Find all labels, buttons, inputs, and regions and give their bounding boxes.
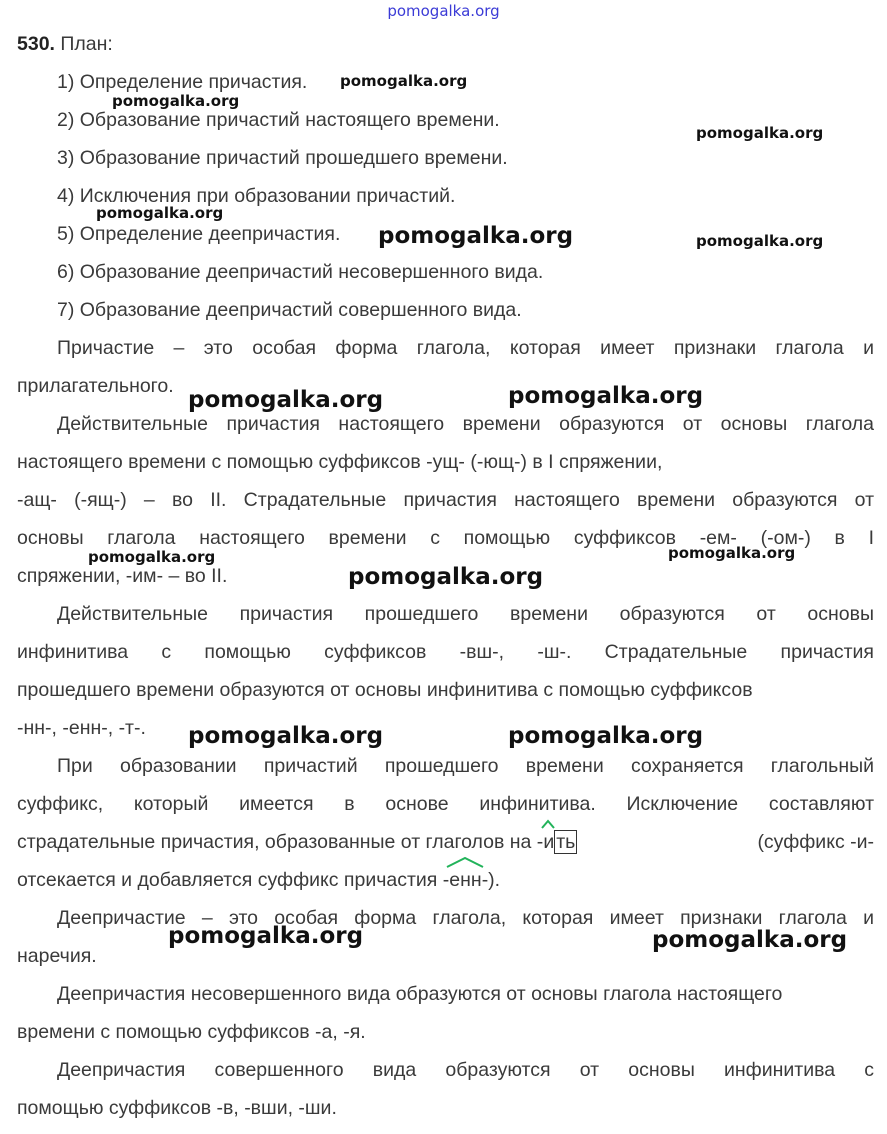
paragraph-line: инфинитива с помощью суффиксов -вш-, -ш-. Страдательные причастия [17, 641, 874, 663]
watermark: pomogalka.org [696, 232, 824, 250]
paragraph-line: Действительные причастия прошедшего времени образуются от основы [57, 603, 874, 625]
paragraph-line: Действительные причастия настоящего времени образуются от основы глагола [57, 413, 874, 435]
watermark: pomogalka.org [508, 723, 704, 749]
watermark: pomogalka.org [652, 927, 848, 953]
paragraph-line: настоящего времени с помощью суффиксов -ущ- (-ющ-) в I спряжении, [17, 451, 663, 473]
paragraph-line: Деепричастия совершенного вида образуются от основы инфинитива с [57, 1059, 874, 1081]
watermark: pomogalka.org [668, 544, 796, 562]
watermark: pomogalka.org [508, 383, 704, 409]
paragraph-line: При образовании причастий прошедшего времени сохраняется глагольный [57, 755, 874, 777]
paragraph-line: Деепричастие – это особая форма глагола, которая имеет признаки глагола и [57, 907, 874, 929]
suffix-line: отсекается и добавляется суффикс причастия -енн -). [17, 868, 887, 892]
exception-line [17, 830, 874, 854]
top-watermark: pomogalka.org [387, 2, 500, 20]
task-number: 530. [17, 33, 55, 55]
paragraph-line: наречия. [17, 945, 97, 967]
paragraph-line: суффикс, который имеется в основе инфинитива. Исключение составляют [17, 793, 874, 815]
paragraph-line: основы глагола настоящего времени с помощью суффиксов -ем- (-ом-) в I [17, 527, 874, 549]
paragraph-line: Причастие – это особая форма глагола, которая имеет признаки глагола и [57, 337, 874, 359]
watermark: pomogalka.org [340, 72, 468, 90]
plan-item: 4) Исключения при образовании причастий. [57, 185, 456, 207]
paragraph-line: -нн-, -енн-, -т-. [17, 717, 146, 739]
watermark: pomogalka.org [168, 923, 364, 949]
plan-item: 3) Образование причастий прошедшего времени. [57, 147, 508, 169]
paragraph-line: прошедшего времени образуются от основы инфинитива с помощью суффиксов [17, 679, 753, 701]
watermark: pomogalka.org [96, 204, 224, 222]
plan-item: 6) Образование деепричастий несовершенного вида. [57, 261, 544, 283]
paragraph-line: -ащ- (-ящ-) – во II. Страдательные причастия настоящего времени образуются от [17, 489, 874, 511]
watermark: pomogalka.org [188, 387, 384, 413]
plan-label: План: [60, 33, 113, 55]
plan-item: 1) Определение причастия. [57, 71, 308, 93]
watermark: pomogalka.org [88, 548, 216, 566]
verb-ending-word [543, 830, 577, 854]
ending-box: ть [556, 831, 576, 853]
plan-item: 7) Образование деепричастий совершенного вида. [57, 299, 522, 321]
exception-text: страдательные причастия, образованные от глаголов на - [17, 831, 544, 853]
task-heading [17, 32, 887, 56]
paragraph-line: помощью суффиксов -в, -вши, -ши. [17, 1097, 337, 1119]
exception-after: (суффикс -и- [757, 831, 874, 853]
exception-tail [543, 830, 874, 854]
paragraph-line: Деепричастия несовершенного вида образуются от основы глагола настоящего [57, 983, 783, 1005]
suffix-mark-icon [541, 819, 555, 829]
suffix-mark-icon [445, 856, 485, 868]
plan-item: 2) Образование причастий настоящего времени. [57, 109, 500, 131]
paragraph-line: времени с помощью суффиксов -а, -я. [17, 1021, 366, 1043]
plan-item: 5) Определение деепричастия. [57, 223, 341, 245]
watermark: pomogalka.org [378, 223, 574, 249]
watermark: pomogalka.org [696, 124, 824, 142]
suffix-i: и [543, 831, 554, 853]
paragraph-line: прилагательного. [17, 375, 174, 397]
suffix-line-text: отсекается и добавляется суффикс причастия [17, 869, 443, 891]
paragraph-line: спряжении, -им- – во II. [17, 565, 228, 587]
watermark: pomogalka.org [348, 564, 544, 590]
suffix-enn: енн [449, 869, 481, 891]
watermark: pomogalka.org [112, 92, 240, 110]
watermark: pomogalka.org [188, 723, 384, 749]
